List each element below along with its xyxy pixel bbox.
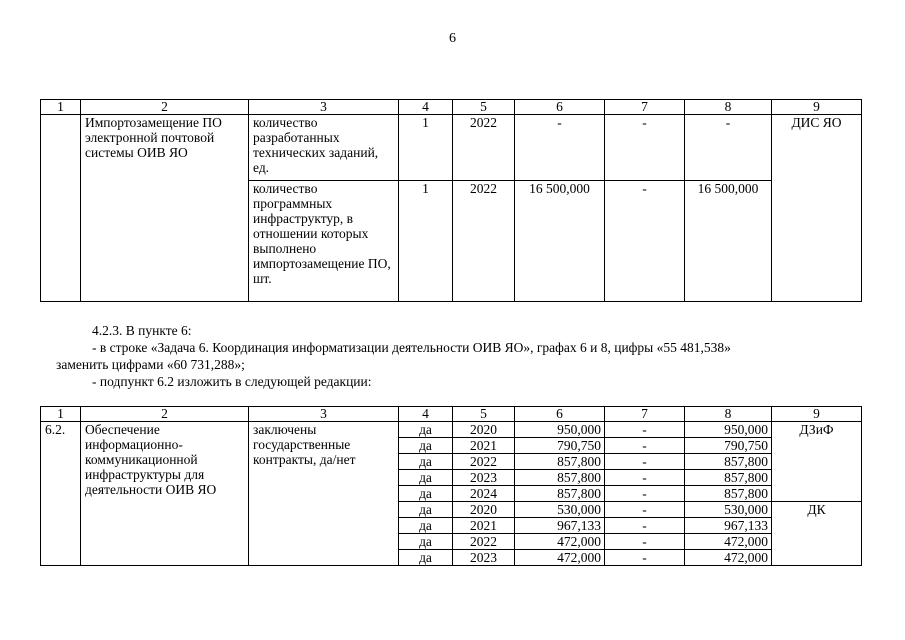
indicator-value: да: [399, 438, 453, 454]
column-header: 5: [453, 407, 515, 422]
indicator-value: 1: [399, 181, 453, 302]
indicator-value: 1: [399, 115, 453, 181]
paragraph-replace-figures: - в строке «Задача 6. Координация информатизации деятельности ОИВ ЯО», графах 6 и 8, цифры «55 481,538»: [92, 340, 731, 355]
indicator-cell: количество разработанных технических заданий, ед.: [249, 115, 399, 181]
indicator-value: да: [399, 470, 453, 486]
column-header: 7: [605, 407, 685, 422]
column-header: 9: [772, 407, 862, 422]
total-cell: 857,800: [515, 470, 605, 486]
regional-cell: 16 500,000: [685, 181, 772, 302]
federal-cell: -: [605, 438, 685, 454]
total-cell: 857,800: [515, 486, 605, 502]
table-row: [41, 115, 862, 181]
indicator-value: да: [399, 454, 453, 470]
regional-cell: 950,000: [685, 422, 772, 438]
indicator-value: да: [399, 422, 453, 438]
year-cell: 2020: [453, 502, 515, 518]
regional-cell: 790,750: [685, 438, 772, 454]
total-cell: 950,000: [515, 422, 605, 438]
indicator-value: да: [399, 486, 453, 502]
table-header-row: [41, 407, 862, 422]
total-cell: -: [515, 115, 605, 181]
executor-cell: ДЗиФ: [772, 422, 862, 502]
indicator-value: да: [399, 534, 453, 550]
year-cell: 2021: [453, 518, 515, 534]
indicator-cell: заключены государственные контракты, да/нет: [249, 422, 399, 566]
column-header: 8: [685, 407, 772, 422]
column-header: 7: [605, 100, 685, 115]
regional-cell: 857,800: [685, 454, 772, 470]
federal-cell: -: [605, 422, 685, 438]
column-header: 3: [249, 100, 399, 115]
regional-cell: 857,800: [685, 470, 772, 486]
regional-cell: 472,000: [685, 534, 772, 550]
table-header-row: [41, 100, 862, 115]
federal-cell: -: [605, 502, 685, 518]
regional-cell: 472,000: [685, 550, 772, 566]
indicator-value: да: [399, 518, 453, 534]
year-cell: 2022: [453, 454, 515, 470]
column-header: 6: [515, 100, 605, 115]
indicator-value: да: [399, 502, 453, 518]
year-cell: 2020: [453, 422, 515, 438]
total-cell: 790,750: [515, 438, 605, 454]
year-cell: 2023: [453, 550, 515, 566]
federal-cell: -: [605, 181, 685, 302]
executor-cell: ДК: [772, 502, 862, 566]
column-header: 5: [453, 100, 515, 115]
federal-cell: -: [605, 115, 685, 181]
column-header: 6: [515, 407, 605, 422]
federal-cell: -: [605, 534, 685, 550]
regional-cell: 967,133: [685, 518, 772, 534]
column-header: 2: [81, 100, 249, 115]
executor-cell: ДИС ЯО: [772, 115, 862, 302]
federal-cell: -: [605, 518, 685, 534]
regional-cell: 530,000: [685, 502, 772, 518]
total-cell: 472,000: [515, 534, 605, 550]
federal-cell: -: [605, 486, 685, 502]
paragraph-4-2-3: 4.2.3. В пункте 6:: [92, 323, 192, 338]
indicator-value: да: [399, 550, 453, 566]
year-cell: 2023: [453, 470, 515, 486]
paragraph-subpoint-6-2: - подпункт 6.2 изложить в следующей редакции:: [92, 374, 372, 389]
indicator-cell: количество программных инфраструктур, в отношении которых выполнено импортозамещение ПО, шт.: [249, 181, 399, 302]
total-cell: 16 500,000: [515, 181, 605, 302]
program-table-1: [40, 99, 862, 302]
year-cell: 2021: [453, 438, 515, 454]
column-header: 1: [41, 100, 81, 115]
year-cell: 2022: [453, 181, 515, 302]
federal-cell: -: [605, 550, 685, 566]
federal-cell: -: [605, 454, 685, 470]
program-table-2: [40, 406, 862, 566]
regional-cell: -: [685, 115, 772, 181]
column-header: 4: [399, 100, 453, 115]
column-header: 1: [41, 407, 81, 422]
year-cell: 2022: [453, 534, 515, 550]
column-header: 9: [772, 100, 862, 115]
total-cell: 472,000: [515, 550, 605, 566]
total-cell: 857,800: [515, 454, 605, 470]
column-header: 3: [249, 407, 399, 422]
measure-title: Обеспечение информационно-коммуникационной инфраструктуры для деятельности ОИВ ЯО: [81, 422, 249, 566]
total-cell: 967,133: [515, 518, 605, 534]
table-row: [41, 422, 862, 438]
paragraph-replace-figures-cont: заменить цифрами «60 731,288»;: [56, 357, 245, 372]
total-cell: 530,000: [515, 502, 605, 518]
column-header: 4: [399, 407, 453, 422]
row-number-cell: 6.2.: [41, 422, 81, 566]
regional-cell: 857,800: [685, 486, 772, 502]
federal-cell: -: [605, 470, 685, 486]
measure-title: Импортозамещение ПО электронной почтовой системы ОИВ ЯО: [81, 115, 249, 302]
page-number: 6: [449, 31, 456, 46]
row-number-cell: [41, 115, 81, 302]
column-header: 8: [685, 100, 772, 115]
year-cell: 2022: [453, 115, 515, 181]
year-cell: 2024: [453, 486, 515, 502]
column-header: 2: [81, 407, 249, 422]
